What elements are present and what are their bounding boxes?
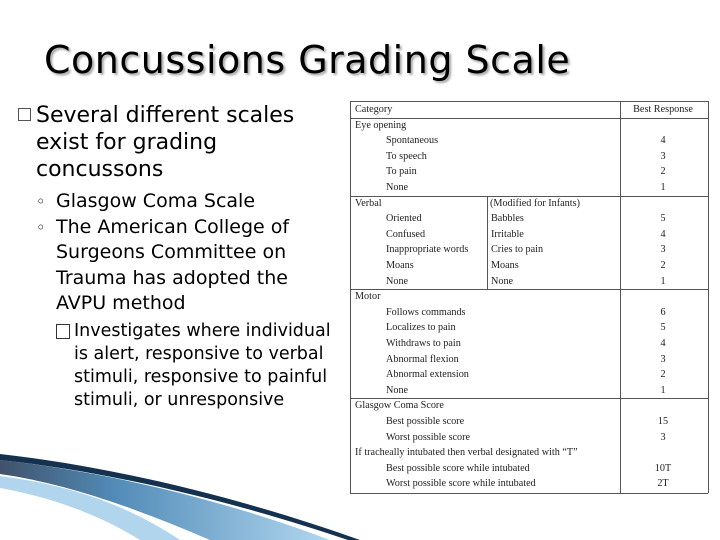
table-row-label: To pain [386,166,417,178]
table-row-score: 3 [660,353,666,365]
glasgow-coma-scale-table [350,101,708,493]
table-row-label: Oriented [386,213,422,225]
table-row-label: Worst possible score while intubated [386,478,536,490]
table-row-score: 1 [660,182,666,193]
decorative-swoosh [0,440,720,540]
table-section-title: Motor [355,291,381,303]
table-header-best-response: Best Response [633,104,693,115]
table-row-score: 3 [660,431,666,443]
table-row-score: 2 [660,369,666,381]
table-row-score: 2 [660,166,666,178]
bullet-level3 [56,320,338,412]
table-row-score: 4 [660,228,666,240]
slide-title: Concussions Grading Scale [44,38,571,82]
table-row-label: Follows commands [386,306,466,318]
table-row-score: 5 [660,322,666,334]
table-row-label: None [386,182,409,193]
table-row-label: Best possible score while intubated [386,462,530,474]
table-row-score: 4 [660,135,666,147]
bullet-level2-text: The American College of Surgeons Committee on Trauma has adopted the AVPU method [56,215,290,314]
table-row-label: Confused [386,228,426,240]
circle-bullet-icon: ◦ [36,217,46,237]
table-row-score: 3 [660,244,666,256]
table-row-label: Abnormal extension [386,369,469,381]
table-row-infant: Cries to pain [491,244,544,256]
bullet-level2 [36,189,338,215]
table-row-score: 4 [660,338,666,349]
table-section-divider [350,289,708,290]
table-section-divider [350,196,708,197]
table-row-score: 6 [660,306,666,318]
table-row-score: 2T [657,478,669,490]
table-section-title: Verbal [355,197,382,209]
table-row-score: 1 [660,275,666,287]
table-border-top [350,101,708,102]
table-row-label: Best possible score [386,416,465,427]
table-row-label: To speech [386,150,427,162]
table-row-score: 5 [660,213,666,225]
bullet-list [18,102,338,412]
table-row-score: 10T [654,462,672,474]
table-border-right [708,101,709,493]
bullet-level3-text: Investigates where individual is alert, responsive to verbal stimuli, responsive to painful stimuli, or unresponsive [74,320,331,410]
sub-bullet-list [36,189,338,317]
table-row-score: 1 [660,384,666,396]
table-section-divider [350,118,708,119]
square-bullet-icon [18,108,31,121]
table-row-label: Worst possible score [386,431,471,443]
table-header-category: Category [355,104,393,115]
table-row-label: Abnormal flexion [386,353,459,365]
bullet-level2 [36,215,338,317]
table-row-label: Spontaneous [386,135,439,147]
table-row-infant: None [491,275,514,287]
bullet-level1 [18,102,338,183]
table-row-label: Localizes to pain [386,322,456,334]
bullet-level2-text: Glasgow Coma Scale [56,190,256,212]
table-section-title: Eye opening [355,119,407,131]
table-row-score: 2 [660,260,666,271]
circle-bullet-icon: ◦ [36,192,46,211]
table-row-score: 15 [657,416,669,427]
table-infant-divider [487,196,488,290]
table-border-left [350,101,351,493]
box-bullet-icon [56,324,70,339]
table-row-infant: Babbles [491,213,524,225]
table-row-infant: Moans [491,260,519,271]
table-row-score: 3 [660,150,666,162]
table-infant-header: (Modified for Infants) [490,197,580,209]
table-note: If tracheally intubated then verbal designated with “T” [355,447,578,459]
table-row-infant: Irritable [491,228,524,240]
bullet-level1-text: Several different scales exist for grading concussons [36,103,295,182]
table-section-divider [350,398,708,399]
table-section-title: Glasgow Coma Score [355,400,444,412]
table-row-label: Moans [386,260,414,271]
table-row-label: Inappropriate words [386,244,469,256]
table-row-label: None [386,275,409,287]
table-row-label: None [386,384,409,396]
table-row-label: Withdraws to pain [386,338,461,349]
